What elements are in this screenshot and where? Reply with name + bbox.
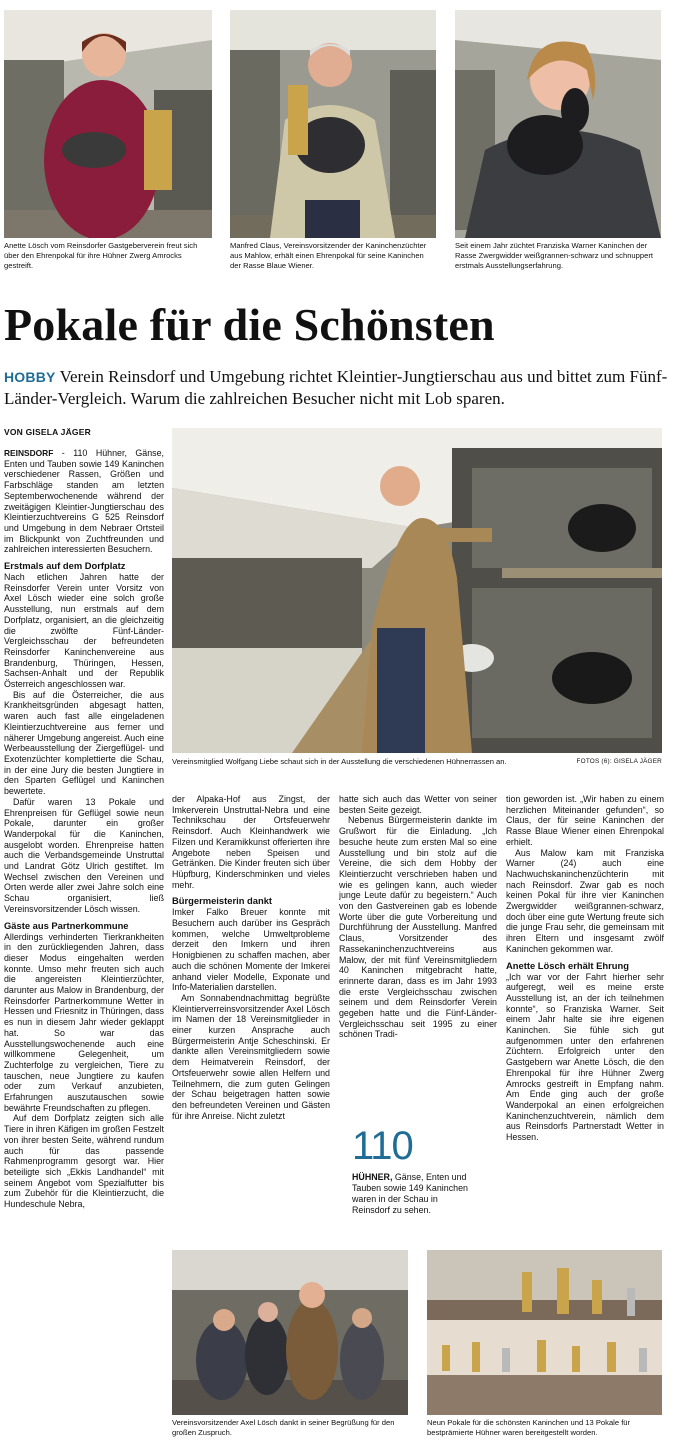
top-photo-caption-2: Manfred Claus, Vereinsvorsitzender der Kaninchenzüchter aus Mahlow, erhält einen Ehrenpokal für seine Kaninchen der Rasse Blaue Wiener. bbox=[230, 241, 427, 270]
paragraph-text: Am Sonnabendnachmittag begrüßte Kleintierverreinsvorsitzender Axel Lösch im Namen der 18 Vereinsmitglieder in einer kurzen Ansprache auch Bürgermeisterin Antje Scheschinski. Er dankte allen Vereinsmitgliedern sowie dem Heimatverein Reinsdorf, der Ortsfeuerwehr sowie allen Helfern und Teilnehmern, die zum guten Gelingen der Schau beigetragen hatten sowie den befreundeten Vereinen und Gästen für ihre Anreise. Nicht zuletzt bbox=[172, 992, 330, 1121]
paragraph-text: Imker Falko Breuer konnte mit Besuchern auch darüber ins Gespräch kommen, welche Umweltprobleme derzeit den Imkern und ihren Honigbienen zu schaffen machen, aber auch die schönen Momente der Imkerei anhand vieler Modelle, Exponate und Info-Materialien darstellen. bbox=[172, 907, 330, 993]
paragraph bbox=[4, 690, 164, 797]
article-lead bbox=[4, 366, 668, 409]
photo-wolfgang-liebe bbox=[172, 428, 662, 753]
photo-manfred-claus bbox=[230, 10, 436, 238]
paragraph bbox=[172, 907, 330, 993]
factbox-text bbox=[352, 1172, 472, 1216]
article-column-4 bbox=[506, 794, 664, 1244]
article-column-1 bbox=[4, 448, 164, 1438]
bottom-photo-caption-2: Neun Pokale für die schönsten Kaninchen und 13 Pokale für bestprämierte Hühner waren bereitgestellt worden. bbox=[427, 1418, 631, 1437]
paragraph bbox=[4, 932, 164, 1114]
paragraph-text: tion geworden ist. „Wir haben zu einem herzlichen Miteinander gefunden“, so Claus, der für seine Kaninchen der Rasse Blaue Wiener einen Ehrenpokal erhielt. bbox=[506, 794, 664, 847]
paragraph-text: Nebenus Bürgermeisterin dankte im Grußwort für die Einladung. „Ich besuche heute zum ersten Mal so eine Ausstellung und bin stolz auf die Vereine, die sich dem Hobby der Kleintierzucht verschrieben haben und wie es gelingen kann, auch wieder junge Leute dafür zu begeistern.“ Auch von den Gastvereinen gab es lobende Worte über die gute Vorbereitung und Durchführung der Ausstellung. Manfred Claus, Vorsitzender des Rassekaninchenzuchtvereins aus Malow, der mit fünf Vereinsmitgliedern 40 Kaninchen mitgebracht hatte, erinnerte daran, dass es im Jahr 1993 die erste Vergleichsschau zwischen seinem und dem Reinsdorfer Verein gegeben hatte und die Fünf-Länder-Vergleichsschau seit 1995 zu einer schönen Tradi- bbox=[339, 815, 497, 1040]
bottom-photo-caption-1: Vereinsvorsitzender Axel Lösch dankt in seiner Begrüßung für den großen Zuspruch. bbox=[172, 1418, 395, 1437]
paragraph-text: hatte sich auch das Wetter von seiner besten Seite gezeigt. bbox=[339, 794, 497, 815]
factbox-number: 110 bbox=[352, 1124, 413, 1168]
paragraph bbox=[506, 794, 664, 848]
paragraph-text: Bis auf die Österreicher, die aus Krankheitsgründen abgesagt hatten, waren auch fast alle eingeladenen Kleintierzuchtvereine aus ferner und näherer Umgebung angereist. Auch eine Werbeausstellung der Ziergeflügel- und Exotenzüchter komplettierte die Schau, in der eine Jury die besten Jungtiere in den Sparten Geflügel und Kaninchen bewertete. bbox=[4, 689, 164, 797]
factbox-body: Gänse, Enten und Tauben sowie 149 Kaninchen waren in der Schau in Reinsdorf zu sehen. bbox=[352, 1172, 468, 1215]
subheading: Anette Lösch erhält Ehrung bbox=[506, 959, 629, 971]
category-tag: HOBBY bbox=[4, 369, 56, 385]
article-column-3 bbox=[339, 794, 497, 1124]
paragraph bbox=[4, 448, 164, 555]
paragraph-text: Aus Malow kam mit Franziska Warner (24) auch eine Nachwuchskaninchenzüchterin mit nach Reinsdorf. Zwar gab es noch keinen Pokal für ihre vier Kaninchen Zwergwidder weißgrannen-schwarz, doch über eine gute Wertung freute sich die junge Frau sehr, die gemeinsam mit ihren Eltern und insgesamt zwölf Kaninchen gekommen war. bbox=[506, 847, 664, 954]
main-photo-caption bbox=[172, 757, 662, 767]
paragraph bbox=[506, 848, 664, 955]
photo-credit: FOTOS (6): GISELA JÄGER bbox=[576, 758, 662, 765]
paragraph-text: - 110 Hühner, Gänse, Enten und Tauben sowie 149 Kaninchen verschiedener Rassen, Größen und Farbschläge standen am letzten Septemberwochenende während der zweitägigen Kleintier-Jungtierschau des Kleintierzuchtvereins G 525 Reinsdorf und Umgebung in dem Nebraer Ortsteil im Blickpunkt von Zuchtfreunden und zahlreichen interessierten Besuchern. bbox=[4, 448, 164, 555]
paragraph-text: der Alpaka-Hof aus Zingst, der Imkerverein Unstruttal-Nebra und eine Technikschau der Ortsfeuerwehr Reinsdorf. Auch Kleinhandwerk wie Filzen und Keramikkunst offerierten ihre Angebote neben Speisen und Getränken. Die Kinder freuten sich über Hüpfburg, Kinderschminken und vieles mehr. bbox=[172, 794, 330, 890]
top-photo-caption-1: Anette Lösch vom Reinsdorfer Gastgeberverein freut sich über den Ehrenpokal für ihre Hühner Zwerg Amrocks gestreift. bbox=[4, 241, 198, 270]
paragraph bbox=[4, 797, 164, 915]
paragraph bbox=[339, 815, 497, 1040]
paragraph bbox=[172, 993, 330, 1121]
paragraph-text: Dafür waren 13 Pokale und Ehrenpreisen für Geflügel sowie neun Pokale, darunter ein großer Wanderpokal für die Kaninchen, ausgelobt worden. Ehrenpreise hatten auch die Verbandsgemeinde Unstruttal und Landrat Götz Ulrich gestiftet. Im Wechsel zwischen den Vereinen und Orten werde aller zwei Jahre solch eine Schau organisiert, ließ Vereinsvorsitzender Lösch wissen. bbox=[4, 796, 164, 914]
paragraph-text: „Ich war vor der Fahrt hierher sehr aufgeregt, weil es meine erste Ausstellung ist, an der ich teilnehmen konnte“, so Franziska Warner. Seit einem Jahr halte sie ihre eigenen Kaninchen. Sie fühle sich gut aufgenommen unter den erfahrenen Züchtern. Erfolgreich unter den Gastgebern war Anette Lösch, die den Ehrenpokal für ihre Hühner Zwerg Amrocks gestreift in Empfang nahm. Am Ende ging auch der große Wanderpokal an einen erfolgreichen Kaninchenzuchtverein, nämlich dem aus Reinsdorfs Partnerstadt Wetter in Hessen. bbox=[506, 971, 664, 1143]
subheading: Erstmals auf dem Dorfplatz bbox=[4, 560, 126, 572]
paragraph bbox=[506, 972, 664, 1143]
paragraph-text: Nach etlichen Jahren hatte der Reinsdorfer Verein unter Vorsitz von Axel Lösch wieder eine solch große Ausstellung, nun erstmals auf dem Dorfplatz, organisiert, an die gleichzeitig die zwölfte Fünf-Länder-Vergleichsschau der befreundeten Reinsdorfer Kaninchenvereine aus Brandenburg, Thüringen, Hessen, Sachsen-Anhalt und der Republik Österreich angeschlossen war. bbox=[4, 572, 164, 690]
paragraph-text: Auf dem Dorfplatz zeigten sich alle Tiere in ihren Käfigen im großen Festzelt von ihrer besten Seite, während rundum auch für das passende Rahmenprogramm gesorgt war. Hier beteiligte sich „Ekkis Landhandel“ mit seinem Angebot vom Spezialfutter bis zum Zubehör für die Kleintierzucht, die Hundeschule Nebra, bbox=[4, 1113, 164, 1210]
photo-anette-loesch bbox=[4, 10, 212, 238]
subheading: Gäste aus Partnerkommune bbox=[4, 919, 129, 931]
top-photo-caption-3: Seit einem Jahr züchtet Franziska Warner Kaninchen der Rasse Zwergwidder weißgrannen-schwarz und schnuppert erstmals Ausstellungserfahrung. bbox=[455, 241, 653, 270]
paragraph bbox=[172, 794, 330, 890]
dateline: REINSDORF bbox=[4, 448, 54, 458]
lead-text: Verein Reinsdorf und Umgebung richtet Kleintier-Jungtierschau aus und bittet zum Fünf-Länder-Vergleich. Warum die zahlreichen Besucher nicht mit Lob sparen. bbox=[4, 367, 668, 408]
paragraph bbox=[339, 794, 497, 815]
byline: VON GISELA JÄGER bbox=[4, 427, 91, 437]
paragraph bbox=[4, 1113, 164, 1209]
paragraph bbox=[4, 572, 164, 690]
paragraph-text: Allerdings verhinderten Tierkrankheiten in den zurückliegenden Jahren, dass dieser Modus eingehalten werden konnte. Umso mehr freuten sich auch die angereisten Kleintierzüchter, darunter aus Malow in Brandenburg, der Reinsdorfer Partnerkommune Wetter in Hessen und Friesnitz in Thüringen, dass es nun in diesem Jahr wieder geklappt hat. So war das Ausstellungswochenende auch eine willkommene Gelegenheit, um Zuchterfolge zu vergleichen, Tiere zu tauschen, neue Jungtiere zu kaufen oder zum Verkauf anzubieten, Erfahrungen auszutauschen sowie bewährte Freundschaften zu pflegen. bbox=[4, 931, 164, 1113]
photo-axel-loesch bbox=[172, 1250, 408, 1415]
main-photo-caption-text: Vereinsmitglied Wolfgang Liebe schaut sich in der Ausstellung die verschiedenen Hühnerrassen an. bbox=[172, 757, 507, 766]
subheading: Bürgermeisterin dankt bbox=[172, 895, 273, 907]
photo-trophies bbox=[427, 1250, 662, 1415]
factbox-bold: HÜHNER, bbox=[352, 1172, 393, 1182]
photo-franziska-warner bbox=[455, 10, 661, 238]
article-headline: Pokale für die Schönsten bbox=[4, 299, 495, 350]
article-column-2 bbox=[172, 794, 330, 1242]
